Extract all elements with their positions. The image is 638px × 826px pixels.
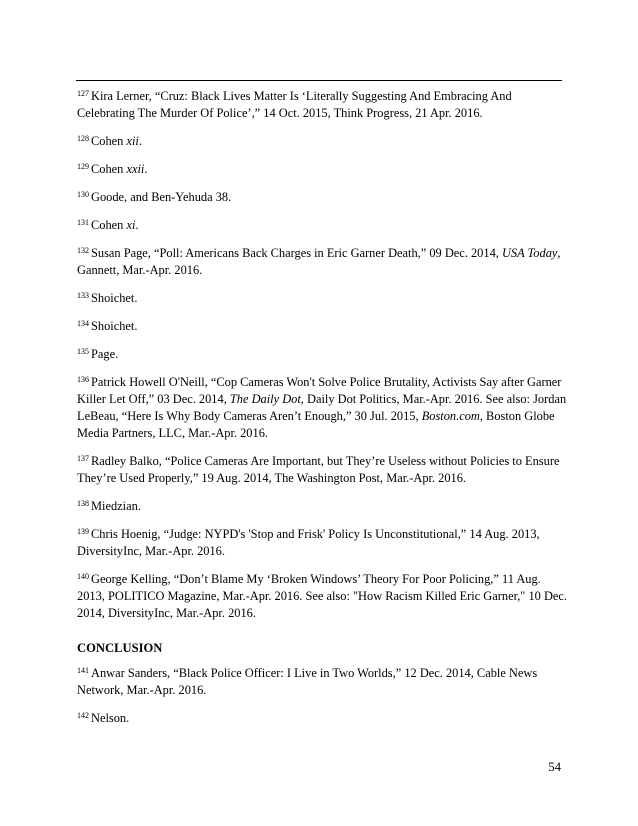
footnote-number: 135 xyxy=(77,347,89,356)
footnote-number: 127 xyxy=(77,89,89,98)
footnote-number: 134 xyxy=(77,319,89,328)
footnote-number: 128 xyxy=(77,134,89,143)
footnote-text: Page. xyxy=(91,347,119,361)
footnote-text: Miedzian. xyxy=(91,499,141,513)
footnote-129 xyxy=(77,161,567,178)
footnote-141 xyxy=(77,665,567,699)
footnote-text: Anwar Sanders, “Black Police Officer: I Live in Two Worlds,” 12 Dec. 2014, Cable News Network, Mar.-Apr. 2016. xyxy=(77,666,538,697)
footnote-number: 136 xyxy=(77,375,89,384)
footnote-list-bottom xyxy=(77,665,567,727)
footnote-text: Kira Lerner, “Cruz: Black Lives Matter Is ‘Literally Suggesting And Embracing And Celebrating The Murder Of Police’,” 14 Oct. 2015, Think Progress, 21 Apr. 2016. xyxy=(77,89,512,120)
footnote-number: 142 xyxy=(77,711,89,720)
footnote-130 xyxy=(77,189,567,206)
footnote-text: George Kelling, “Don’t Blame My ‘Broken Windows’ Theory For Poor Policing,” 11 Aug. 2013, POLITICO Magazine, Mar.-Apr. 2016. See also: "How Racism Killed Eric Garner," 10 Dec. 2014, DiversityInc, Mar.-Apr. 2016. xyxy=(77,572,567,620)
footnote-text: Shoichet. xyxy=(91,319,138,333)
footnote-131 xyxy=(77,217,567,234)
footnote-text: . xyxy=(144,162,148,176)
footnote-number: 130 xyxy=(77,190,89,199)
footnote-text: Cohen xyxy=(91,218,127,232)
footnote-128 xyxy=(77,133,567,150)
footnote-text: Cohen xyxy=(91,134,127,148)
footnote-list-top xyxy=(77,88,567,622)
footnote-number: 131 xyxy=(77,218,89,227)
footnote-142 xyxy=(77,710,567,727)
footnote-text: , Gannett, Mar.-Apr. 2016. xyxy=(77,246,561,277)
footnote-italic-text: Boston.com xyxy=(421,409,480,423)
footnote-number: 133 xyxy=(77,291,89,300)
footnote-136 xyxy=(77,374,567,442)
page-number: 54 xyxy=(548,760,561,774)
footnote-134 xyxy=(77,318,567,335)
footnote-number: 129 xyxy=(77,162,89,171)
footnote-italic-text: xi xyxy=(126,218,136,232)
footnote-number: 137 xyxy=(77,454,89,463)
footnote-separator-rule xyxy=(76,80,562,81)
footnote-text: Radley Balko, “Police Cameras Are Important, but They’re Useless without Policies to Ensure They’re Used Properly,” 19 Aug. 2014, The Washington Post, Mar.-Apr. 2016. xyxy=(77,454,560,485)
section-heading: CONCLUSION xyxy=(77,641,163,655)
footnote-italic-text: The Daily Dot xyxy=(229,392,301,406)
footnote-text: Shoichet. xyxy=(91,291,138,305)
footnote-number: 139 xyxy=(77,527,89,536)
footnote-text: , Boston Globe Media Partners, LLC, Mar.-Apr. 2016. xyxy=(77,409,555,440)
footnote-127 xyxy=(77,88,567,122)
footnote-text: Cohen xyxy=(91,162,127,176)
footnote-number: 138 xyxy=(77,499,89,508)
footnote-text: . xyxy=(135,218,139,232)
footnote-italic-text: USA Today xyxy=(501,246,558,260)
footnote-number: 140 xyxy=(77,572,89,581)
footnotes-block xyxy=(77,88,567,738)
footnote-text: Susan Page, “Poll: Americans Back Charges in Eric Garner Death,” 09 Dec. 2014, xyxy=(91,246,502,260)
footnote-132 xyxy=(77,245,567,279)
footnote-140 xyxy=(77,571,567,622)
footnote-italic-text: xii xyxy=(126,134,139,148)
footnote-text: Patrick Howell O'Neill, “Cop Cameras Won't Solve Police Brutality, Activists Say after Garner Killer Let Off,” 03 Dec. 2014, xyxy=(77,375,562,406)
footnote-text: Goode, and Ben-Yehuda 38. xyxy=(91,190,232,204)
footnote-138 xyxy=(77,498,567,515)
footnote-135 xyxy=(77,346,567,363)
footnote-text: Chris Hoenig, “Judge: NYPD's 'Stop and Frisk' Policy Is Unconstitutional,” 14 Aug. 2013, DiversityInc, Mar.-Apr. 2016. xyxy=(77,527,540,558)
footnote-139 xyxy=(77,526,567,560)
footnote-number: 141 xyxy=(77,666,89,675)
footnote-133 xyxy=(77,290,567,307)
footnote-text: . xyxy=(138,134,142,148)
footnote-text: , Daily Dot Politics, Mar.-Apr. 2016. See also: Jordan LeBeau, “Here Is Why Body Cameras Aren’t Enough,” 30 Jul. 2015, xyxy=(77,392,567,423)
footnote-number: 132 xyxy=(77,246,89,255)
footnote-137 xyxy=(77,453,567,487)
footnote-italic-text: xxii xyxy=(126,162,145,176)
footnote-text: Nelson. xyxy=(91,711,130,725)
